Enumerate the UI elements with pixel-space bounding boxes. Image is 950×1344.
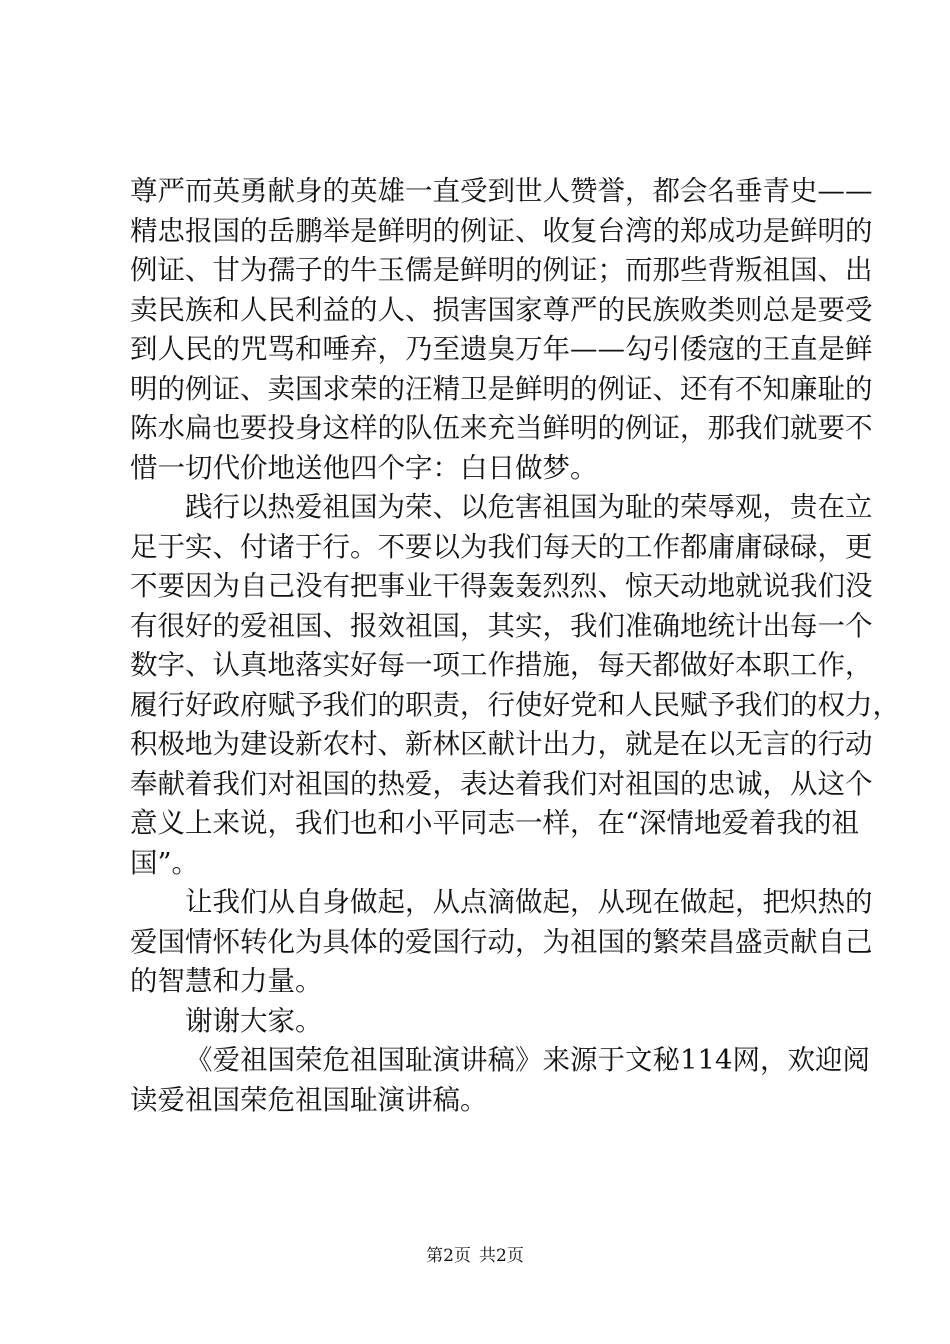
paragraph bbox=[130, 488, 900, 883]
text-line: 惜一切代价地送他四个字：白日做梦。 bbox=[130, 451, 598, 484]
text-line: 意义上来说，我们也和小平同志一样，在“深情地爱着我的祖 bbox=[130, 807, 860, 839]
text-line: 让我们从自身做起，从点滴做起，从现在做起，把炽热的 bbox=[185, 886, 873, 918]
text-line: 读爱祖国荣危祖国耻演讲稿。 bbox=[130, 1083, 488, 1116]
text-line: 尊严而英勇献身的英雄一直受到世人赞誉，都会名垂青史—— bbox=[130, 175, 873, 207]
text-line: 爱国情怀转化为具体的爱国行动，为祖国的繁荣昌盛贡献自己 bbox=[130, 925, 873, 958]
text-line: 例证、甘为孺子的牛玉儒是鲜明的例证；而那些背叛祖国、出 bbox=[130, 254, 873, 286]
paragraph bbox=[130, 1002, 830, 1042]
text-line: 的智慧和力量。 bbox=[130, 965, 323, 997]
text-line: 积极地为建设新农村、新林区献计出力，就是在以无言的行动 bbox=[130, 728, 873, 760]
text-line: 不要因为自己没有把事业干得轰轰烈烈、惊天动地就说我们没 bbox=[130, 570, 873, 602]
text-line: 《爱祖国荣危祖国耻演讲稿》来源于文秘114网，欢迎阅 bbox=[185, 1044, 870, 1076]
paragraph bbox=[130, 172, 873, 488]
paragraph bbox=[130, 883, 873, 1002]
page-number: 第2页 bbox=[426, 1246, 471, 1266]
document-body bbox=[130, 172, 900, 1120]
page-footer bbox=[0, 1245, 950, 1267]
text-line: 履行好政府赋予我们的职责，行使好党和人民赋予我们的权力， bbox=[130, 688, 900, 721]
text-line: 国”。 bbox=[130, 846, 200, 879]
text-line: 践行以热爱祖国为荣、以危害祖国为耻的荣辱观，贵在立 bbox=[185, 491, 873, 523]
text-line: 卖民族和人民利益的人、损害国家尊严的民族败类则总是要受 bbox=[130, 293, 873, 326]
text-line: 谢谢大家。 bbox=[185, 1004, 323, 1037]
page-total: 共2页 bbox=[479, 1246, 524, 1266]
paragraph bbox=[130, 1041, 870, 1120]
text-line: 陈水扁也要投身这样的队伍来充当鲜明的例证，那我们就要不 bbox=[130, 412, 873, 444]
text-line: 数字、认真地落实好每一项工作措施，每天都做好本职工作， bbox=[130, 649, 873, 681]
text-line: 明的例证、卖国求荣的汪精卫是鲜明的例证、还有不知廉耻的 bbox=[130, 372, 873, 405]
text-line: 到人民的咒骂和唾弃，乃至遗臭万年——勾引倭寇的王直是鲜 bbox=[130, 333, 873, 365]
text-line: 足于实、付诸于行。不要以为我们每天的工作都庸庸碌碌，更 bbox=[130, 530, 873, 563]
text-line: 有很好的爱祖国、报效祖国，其实，我们准确地统计出每一个 bbox=[130, 609, 873, 642]
text-line: 精忠报国的岳鹏举是鲜明的例证、收复台湾的郑成功是鲜明的 bbox=[130, 214, 873, 247]
text-line: 奉献着我们对祖国的热爱，表达着我们对祖国的忠诚，从这个 bbox=[130, 767, 873, 800]
